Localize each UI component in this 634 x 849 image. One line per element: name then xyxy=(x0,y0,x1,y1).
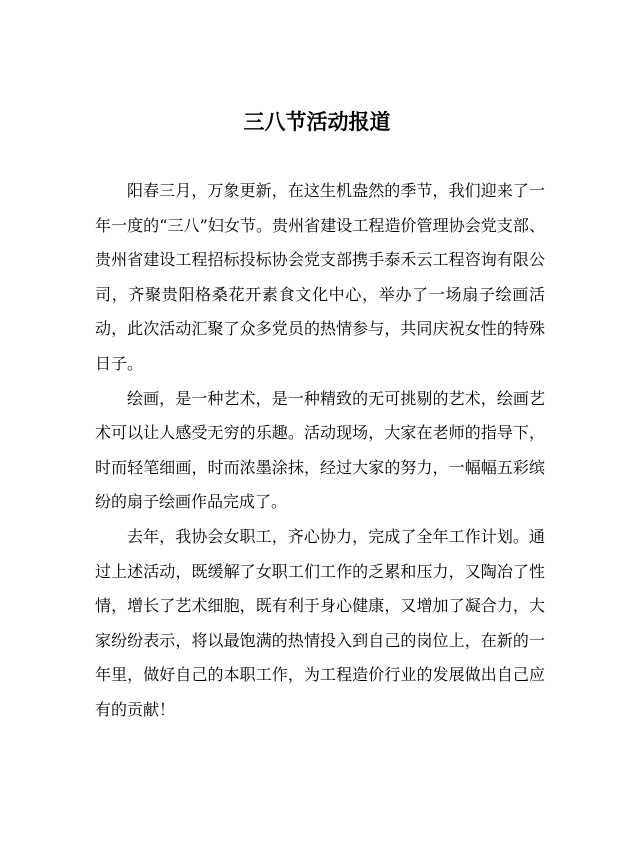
document-body xyxy=(95,174,545,728)
paragraph-1: 阳春三月，万象更新，在这生机盎然的季节，我们迎来了一年一度的“三八”妇女节。贵州省建设工程造价管理协会党支部、贵州省建设工程招标投标协会党支部携手泰禾云工程咨询有限公司，齐聚贵阳格桑花开素食文化中心，举办了一场扇子绘画活动，此次活动汇聚了众多党员的热情参与，共同庆祝女性的特殊日子。 xyxy=(95,181,545,373)
paragraph-2: 绘画，是一种艺术，是一种精致的无可挑剔的艺术，绘画艺术可以让人感受无穷的乐趣。活动现场，大家在老师的指导下，时而轻笔细画，时而浓墨涂抹，经过大家的努力，一幅幅五彩缤纷的扇子绘画作品完成了。 xyxy=(95,388,545,512)
document-title: 三八节活动报道 xyxy=(243,110,391,134)
paragraph-3: 去年，我协会女职工，齐心协力，完成了全年工作计划。通过上述活动，既缓解了女职工们工作的乏累和压力，又陶冶了性情，增长了艺术细胞，既有利于身心健康，又增加了凝合力，大家纷纷表示，将以最饱满的热情投入到自己的岗位上，在新的一年里，做好自己的本职工作，为工程造价行业的发展做出自己应有的贡献！ xyxy=(95,526,545,719)
